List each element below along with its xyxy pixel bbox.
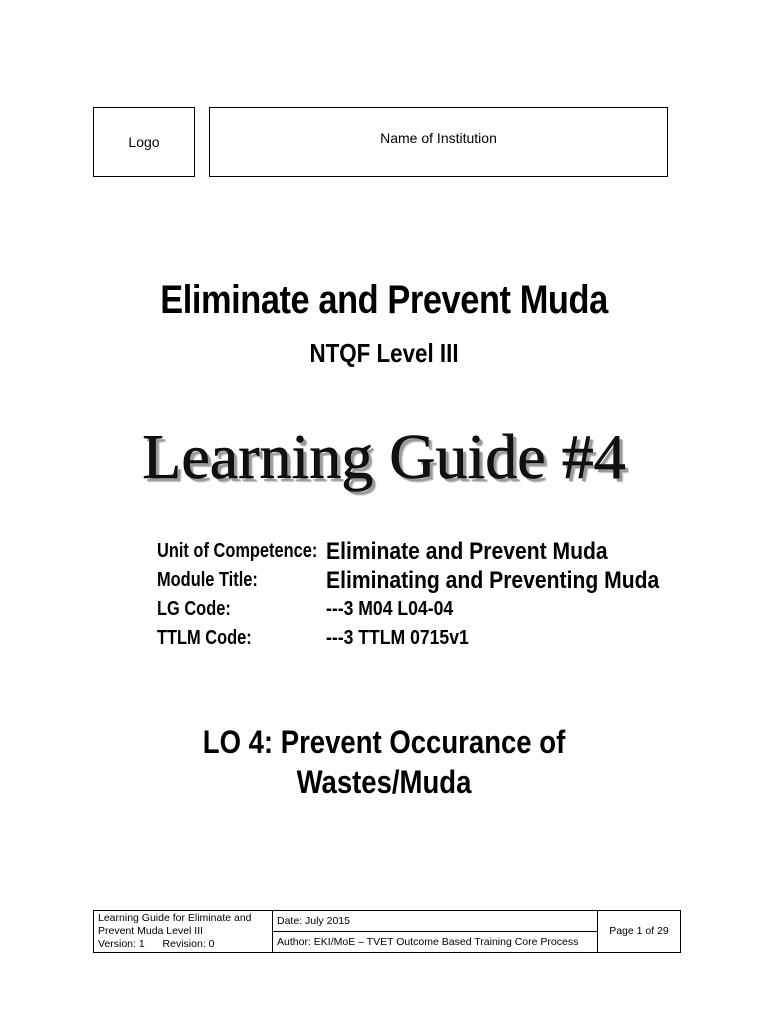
lg-code-label: LG Code: — [157, 598, 231, 620]
ttlm-code-label: TTLM Code: — [157, 627, 252, 649]
level-title: NTQF Level III — [309, 338, 459, 368]
unit-label: Unit of Competence: — [157, 540, 318, 562]
logo-box — [93, 107, 195, 177]
footer-guide-cell — [94, 911, 273, 953]
footer-guide-line-1: Learning Guide for Eliminate and — [98, 912, 252, 924]
document-title: Eliminate and Prevent Muda — [160, 278, 608, 322]
lo-line-2: Wastes/Muda — [296, 764, 472, 800]
module-label: Module Title: — [157, 569, 258, 591]
learning-guide-title: Learning Guide #4 — [142, 421, 626, 492]
unit-value: Eliminate and Prevent Muda — [326, 538, 608, 565]
learning-outcome-title — [54, 722, 714, 802]
lg-code-value: ---3 M04 L04-04 — [326, 598, 454, 620]
ttlm-code-value: ---3 TTLM 0715v1 — [326, 627, 469, 649]
footer-table — [93, 910, 681, 953]
footer-guide-line-2: Prevent Muda Level III — [98, 925, 204, 937]
footer-revision: Revision: 0 — [162, 938, 215, 950]
footer-date: Date: July 2015 — [273, 911, 598, 932]
logo-label: Logo — [128, 134, 160, 150]
lo-line-1: LO 4: Prevent Occurance of — [202, 724, 566, 760]
footer-author: Author: EKI/MoE – TVET Outcome Based Training Core Process — [273, 932, 598, 953]
institution-box — [209, 107, 668, 177]
footer-version: Version: 1 — [98, 938, 145, 950]
module-value: Eliminating and Preventing Muda — [326, 567, 660, 594]
institution-label: Name of Institution — [380, 130, 497, 146]
footer-page-number: Page 1 of 29 — [598, 911, 681, 953]
